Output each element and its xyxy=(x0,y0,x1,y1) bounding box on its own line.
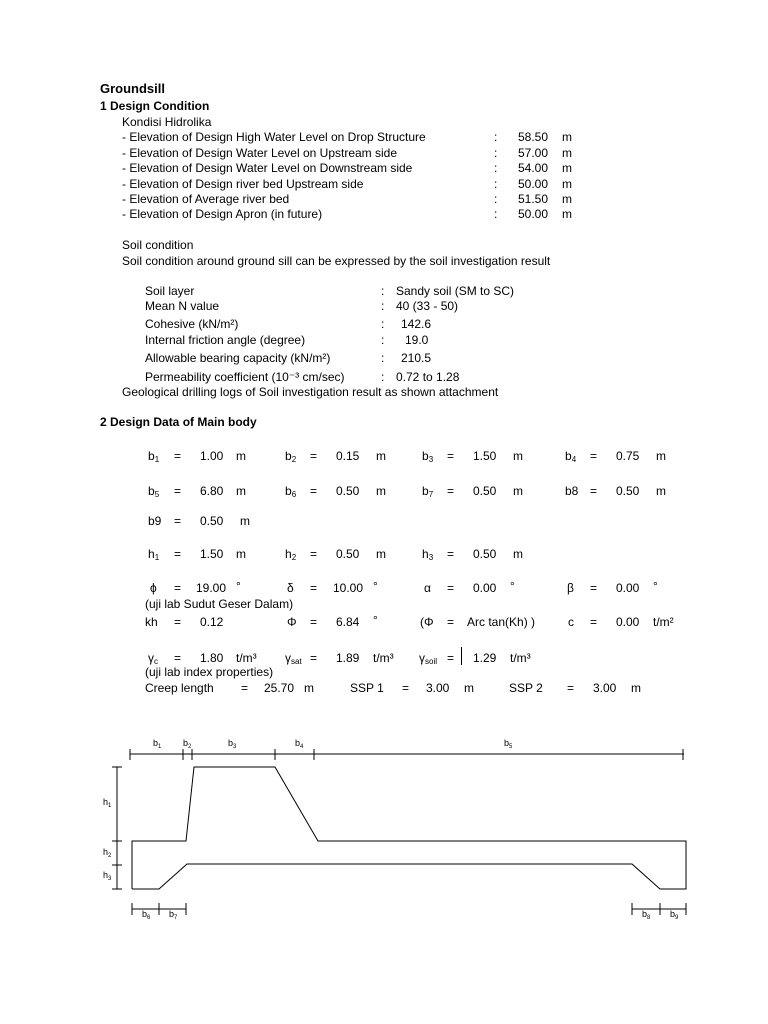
soil-colon: : xyxy=(381,284,385,298)
param-value: 1.50 xyxy=(200,547,224,561)
param-eq: = xyxy=(310,581,318,595)
param-unit: m xyxy=(236,484,246,498)
geo-note: Geological drilling logs of Soil investigation result as shown attachment xyxy=(122,385,499,399)
ssp1-unit: m xyxy=(464,681,474,695)
param-eq: = xyxy=(310,651,318,665)
ssp1-label: SSP 1 xyxy=(350,681,384,695)
soil-label: Cohesive (kN/m²) xyxy=(145,317,239,331)
groundsill-body-outline xyxy=(132,767,686,889)
param-symbol: $\gamma_{sat}$ xyxy=(285,651,302,666)
dim-label-h3: $h_3$ xyxy=(103,870,112,882)
kh-eq: = xyxy=(174,615,182,629)
param-unit: m xyxy=(513,484,523,498)
condition-colon: : xyxy=(494,161,498,175)
phi-symbol: Φ xyxy=(287,615,297,629)
param-symbol: $h_2$ xyxy=(285,547,297,562)
soil-colon: : xyxy=(381,317,385,331)
param-unit: m xyxy=(656,484,666,498)
phi-eq: = xyxy=(310,615,318,629)
param-eq: = xyxy=(174,449,182,463)
creep-eq: = xyxy=(241,681,249,695)
dim-label-h1: $h_1$ xyxy=(103,797,112,809)
param-symbol: $b_7$ xyxy=(422,484,434,499)
condition-unit: m xyxy=(562,130,572,144)
condition-label: - Elevation of Design High Water Level on Drop Structure xyxy=(122,130,426,144)
dim-label-h2: $h_2$ xyxy=(103,847,112,859)
phi-formula: Arc tan(Kh) ) xyxy=(467,615,536,629)
param-value: 0.50 xyxy=(336,547,360,561)
dim-label-b3: $b_3$ xyxy=(228,738,237,750)
soil-label: Soil layer xyxy=(145,284,195,298)
condition-value: 58.50 xyxy=(518,130,549,144)
c-eq: = xyxy=(590,615,598,629)
param-symbol: $b_6$ xyxy=(285,484,297,499)
hydraulic-subtitle: Kondisi Hidrolika xyxy=(122,115,212,129)
soil-label: Allowable bearing capacity (kN/m²) xyxy=(145,351,331,365)
kh-symbol: kh xyxy=(145,615,158,629)
angle-note: (uji lab Sudut Geser Dalam) xyxy=(145,597,294,611)
param-eq: = xyxy=(447,651,455,665)
soil-value: Sandy soil (SM to SC) xyxy=(396,284,515,298)
doc-title: Groundsill xyxy=(100,81,165,96)
condition-value: 57.00 xyxy=(518,146,549,160)
param-value: 10.00 xyxy=(333,581,364,595)
soil-colon: : xyxy=(381,351,385,365)
phi-value: 6.84 xyxy=(336,615,360,629)
dim-label-b5: $b_5$ xyxy=(504,738,513,750)
param-eq: = xyxy=(174,514,182,528)
soil-condition-title: Soil condition xyxy=(122,238,194,252)
dim-label-b9: $b_9$ xyxy=(670,909,679,921)
soil-value: 19.0 xyxy=(405,333,429,347)
dim-label-b6: $b_6$ xyxy=(142,909,151,921)
param-symbol: b8 xyxy=(565,484,579,498)
param-value: 0.00 xyxy=(616,581,640,595)
param-value: 0.15 xyxy=(336,449,360,463)
param-symbol: $b_3$ xyxy=(422,449,434,464)
param-eq: = xyxy=(590,484,598,498)
condition-value: 51.50 xyxy=(518,192,549,206)
condition-label: - Elevation of Design river bed Upstream side xyxy=(122,177,364,191)
condition-value: 50.00 xyxy=(518,207,549,221)
param-value: 1.29 xyxy=(473,651,497,665)
param-symbol: $b_2$ xyxy=(285,449,297,464)
soil-label: Permeability coefficient (10⁻³ cm/sec) xyxy=(145,370,345,384)
param-symbol: δ xyxy=(287,581,294,595)
phi-formula-open: (Φ xyxy=(420,615,434,629)
condition-unit: m xyxy=(562,192,572,206)
condition-unit: m xyxy=(562,177,572,191)
param-symbol: $\gamma_c$ xyxy=(148,651,158,666)
soil-value: 210.5 xyxy=(401,351,432,365)
condition-unit: m xyxy=(562,146,572,160)
param-eq: = xyxy=(174,651,182,665)
condition-value: 54.00 xyxy=(518,161,549,175)
condition-value: 50.00 xyxy=(518,177,549,191)
param-symbol: $\gamma_{soil}$ xyxy=(419,651,438,666)
param-value: 1.80 xyxy=(200,651,224,665)
soil-value: 0.72 to 1.28 xyxy=(396,370,460,384)
soil-value: 142.6 xyxy=(401,317,432,331)
param-eq: = xyxy=(174,581,182,595)
param-symbol: $b_5$ xyxy=(148,484,160,499)
condition-label: - Elevation of Average river bed xyxy=(122,192,290,206)
param-value: 0.50 xyxy=(200,514,224,528)
param-eq: = xyxy=(310,484,318,498)
condition-label: - Elevation of Design Water Level on Downstream side xyxy=(122,161,413,175)
param-unit: m xyxy=(376,547,386,561)
param-value: 0.50 xyxy=(616,484,640,498)
soil-label: Mean N value xyxy=(145,299,220,313)
soil-condition-desc: Soil condition around ground sill can be expressed by the soil investigation result xyxy=(122,254,551,268)
soil-label: Internal friction angle (degree) xyxy=(145,333,306,347)
param-eq: = xyxy=(447,484,455,498)
soil-value: 40 (33 - 50) xyxy=(396,299,459,313)
param-unit: m xyxy=(656,449,666,463)
param-unit: ° xyxy=(236,579,241,593)
ssp2-label: SSP 2 xyxy=(509,681,543,695)
param-unit: m xyxy=(376,449,386,463)
param-unit: m xyxy=(376,484,386,498)
soil-colon: : xyxy=(381,370,385,384)
unit-weight-note: (uji lab index properties) xyxy=(145,665,274,679)
dim-label-b8: $b_8$ xyxy=(642,909,651,921)
param-unit: m xyxy=(240,514,250,528)
section2-heading: 2 Design Data of Main body xyxy=(100,415,257,429)
ssp2-unit: m xyxy=(631,681,641,695)
param-unit: ° xyxy=(373,579,378,593)
creep-label: Creep length xyxy=(145,681,214,695)
param-unit: t/m³ xyxy=(236,651,257,665)
param-symbol: β xyxy=(567,581,574,595)
dim-label-b4: $b_4$ xyxy=(295,738,304,750)
kh-value: 0.12 xyxy=(200,615,224,629)
cell-border xyxy=(461,647,462,665)
condition-colon: : xyxy=(494,177,498,191)
param-value: 0.75 xyxy=(616,449,640,463)
param-value: 1.50 xyxy=(473,449,497,463)
param-unit: m xyxy=(513,547,523,561)
param-unit: m xyxy=(236,449,246,463)
condition-colon: : xyxy=(494,207,498,221)
param-value: 1.00 xyxy=(200,449,224,463)
param-eq: = xyxy=(447,547,455,561)
soil-colon: : xyxy=(381,333,385,347)
param-unit: m xyxy=(513,449,523,463)
param-unit: t/m³ xyxy=(510,651,531,665)
ssp1-eq: = xyxy=(402,681,410,695)
param-value: 0.00 xyxy=(473,581,497,595)
condition-label: - Elevation of Design Apron (in future) xyxy=(122,207,323,221)
param-symbol: b9 xyxy=(148,514,162,528)
param-eq: = xyxy=(590,449,598,463)
param-symbol: α xyxy=(424,581,431,595)
param-symbol: $h_1$ xyxy=(148,547,160,562)
ssp1-value: 3.00 xyxy=(426,681,450,695)
param-unit: ° xyxy=(653,579,658,593)
condition-unit: m xyxy=(562,207,572,221)
param-symbol: $b_1$ xyxy=(148,449,160,464)
phi-formula-eq: = xyxy=(447,615,455,629)
ssp2-value: 3.00 xyxy=(593,681,617,695)
param-value: 0.50 xyxy=(473,484,497,498)
param-eq: = xyxy=(310,449,318,463)
groundsill-cross-section-diagram xyxy=(0,725,768,965)
param-eq: = xyxy=(310,547,318,561)
dim-label-b2: $b_2$ xyxy=(183,738,192,750)
dim-label-b7: $b_7$ xyxy=(169,909,178,921)
creep-unit: m xyxy=(304,681,314,695)
param-unit: t/m³ xyxy=(373,651,394,665)
condition-colon: : xyxy=(494,192,498,206)
c-value: 0.00 xyxy=(616,615,640,629)
soil-colon: : xyxy=(381,299,385,313)
param-eq: = xyxy=(174,547,182,561)
condition-label: - Elevation of Design Water Level on Upstream side xyxy=(122,146,398,160)
param-eq: = xyxy=(447,581,455,595)
param-value: 6.80 xyxy=(200,484,224,498)
condition-colon: : xyxy=(494,130,498,144)
param-eq: = xyxy=(174,484,182,498)
param-symbol: $h_3$ xyxy=(422,547,434,562)
section1-heading: 1 Design Condition xyxy=(100,99,210,113)
ssp2-eq: = xyxy=(567,681,575,695)
param-unit: m xyxy=(236,547,246,561)
param-value: 0.50 xyxy=(336,484,360,498)
param-symbol: ϕ xyxy=(150,581,157,595)
creep-value: 25.70 xyxy=(264,681,295,695)
c-symbol: c xyxy=(568,615,574,629)
condition-unit: m xyxy=(562,161,572,175)
param-value: 1.89 xyxy=(336,651,360,665)
phi-unit: ° xyxy=(373,613,378,627)
param-unit: ° xyxy=(510,579,515,593)
param-value: 19.00 xyxy=(196,581,227,595)
param-value: 0.50 xyxy=(473,547,497,561)
param-eq: = xyxy=(447,449,455,463)
condition-colon: : xyxy=(494,146,498,160)
param-symbol: $b_4$ xyxy=(565,449,577,464)
dim-label-b1: $b_1$ xyxy=(153,738,162,750)
c-unit: t/m² xyxy=(653,615,674,629)
param-eq: = xyxy=(590,581,598,595)
